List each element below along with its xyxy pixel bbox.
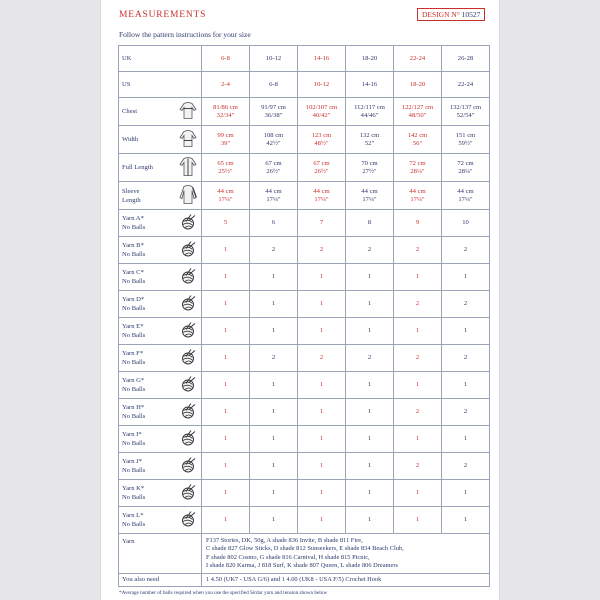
row-label: Yarn G* No Balls [122,377,146,393]
also-need-label: You also need [119,574,202,587]
row-label-cell [119,154,202,182]
value-cell: 1 [346,291,394,318]
value-cell: 132/137 cm 52/54" [442,98,490,126]
row-label: Yarn D* No Balls [122,296,146,312]
value-cell: 1 [202,372,250,399]
value-cell: 1 [394,480,442,507]
row-label: Yarn A* No Balls [122,215,146,231]
yarn-ball-icon [180,267,198,288]
table-row [119,182,490,210]
table-row [119,46,490,72]
value-cell: 44 cm 17¼" [442,182,490,210]
row-label: Yarn B* No Balls [122,242,146,258]
yarn-ball-icon [180,240,198,261]
value-cell: 2 [394,291,442,318]
value-cell: 44 cm 17¼" [346,182,394,210]
table-row [119,345,490,372]
value-cell: 2-4 [202,72,250,98]
row-label: Yarn K* No Balls [122,485,146,501]
value-cell: 9 [394,210,442,237]
table-row [119,426,490,453]
yarn-ball-icon [180,294,198,315]
value-cell: 22-24 [442,72,490,98]
yarn-ball-icon [180,213,198,234]
table-row [119,154,490,182]
value-cell: 1 [202,480,250,507]
value-cell: 1 [394,426,442,453]
value-cell: 1 [442,480,490,507]
table-row [119,98,490,126]
value-cell: 1 [346,399,394,426]
value-cell: 67 cm 26½" [298,154,346,182]
value-cell: 1 [298,372,346,399]
value-cell: 123 cm 48½" [298,126,346,154]
row-label-cell [119,291,202,318]
value-cell: 67 cm 26½" [250,154,298,182]
row-label-cell [119,98,202,126]
value-cell: 2 [346,345,394,372]
value-cell: 8 [346,210,394,237]
value-cell: 99 cm 39" [202,126,250,154]
value-cell: 1 [346,453,394,480]
yarn-ball-icon [180,483,198,504]
value-cell: 1 [202,318,250,345]
table-row [119,126,490,154]
value-cell: 10 [442,210,490,237]
also-need-text: 1 4.50 (UK7 - USA G/6) and 1 4.00 (UK8 - USA F/5) Crochet Hook [202,574,490,587]
value-cell: 1 [250,318,298,345]
row-label-cell [119,345,202,372]
value-cell: 22-24 [394,46,442,72]
value-cell: 1 [442,507,490,534]
value-cell: 1 [298,426,346,453]
measurements-table [118,45,490,587]
value-cell: 122/127 cm 48/50" [394,98,442,126]
table-row [119,372,490,399]
value-cell: 26-28 [442,46,490,72]
value-cell: 6 [250,210,298,237]
value-cell: 44 cm 17¼" [394,182,442,210]
value-cell: 18-20 [394,72,442,98]
value-cell: 1 [202,345,250,372]
value-cell: 1 [202,264,250,291]
also-need-row [119,574,490,587]
row-label: Yarn J* No Balls [122,458,146,474]
value-cell: 2 [250,237,298,264]
table-row [119,237,490,264]
value-cell: 1 [346,426,394,453]
row-label: UK [122,55,132,62]
value-cell: 1 [250,264,298,291]
value-cell: 1 [442,264,490,291]
value-cell: 2 [298,237,346,264]
value-cell: 1 [250,507,298,534]
value-cell: 2 [442,345,490,372]
row-label-cell [119,210,202,237]
width-diagram-icon [178,128,198,151]
value-cell: 18-20 [346,46,394,72]
sleeve-diagram-icon [178,183,198,208]
value-cell: 70 cm 27½" [346,154,394,182]
row-label-cell [119,426,202,453]
value-cell: 2 [394,345,442,372]
value-cell: 5 [202,210,250,237]
value-cell: 1 [202,507,250,534]
value-cell: 1 [298,291,346,318]
table-row [119,72,490,98]
value-cell: 1 [346,507,394,534]
table-row [119,291,490,318]
row-label-cell [119,399,202,426]
value-cell: 1 [298,399,346,426]
row-label-cell [119,126,202,154]
yarn-ball-icon [180,321,198,342]
value-cell: 1 [250,372,298,399]
row-label-cell [119,318,202,345]
value-cell: 44 cm 17¼" [202,182,250,210]
value-cell: 102/107 cm 40/42" [298,98,346,126]
row-label: Full Length [122,164,153,171]
value-cell: 6-8 [202,46,250,72]
row-label-cell [119,453,202,480]
value-cell: 1 [394,507,442,534]
value-cell: 112/117 cm 44/46" [346,98,394,126]
row-label: Width [122,136,139,143]
value-cell: 1 [394,372,442,399]
value-cell: 6-8 [250,72,298,98]
value-cell: 14-16 [298,46,346,72]
value-cell: 1 [202,237,250,264]
value-cell: 2 [442,237,490,264]
footnote: *Average number of balls required when you use the specified Sirdar yarn and tension shown below [119,590,328,596]
yarn-ball-icon [180,402,198,423]
yarn-ball-icon [180,348,198,369]
row-label-cell [119,480,202,507]
row-label-cell [119,372,202,399]
value-cell: 2 [298,345,346,372]
row-label: US [122,81,131,88]
value-cell: 1 [298,480,346,507]
yarn-ball-icon [180,456,198,477]
value-cell: 151 cm 59½" [442,126,490,154]
yarn-ball-icon [180,375,198,396]
value-cell: 108 cm 42½" [250,126,298,154]
row-label-cell [119,46,202,72]
yarn-description: F137 Stories, DK, 50g, A shade 836 Invite, B shade 811 Fire, C shade 827 Glow Sticks, D shade 812 Sunseekers, E shade 834 Beach Club, F shade 802 Cosmo, G shade 816 Carnival, H shade 815 Picnic, I shade 820 Karma, J 818 Surf, K shade 807 Queen, L shade 806 Dreamers [202,534,490,574]
value-cell: 2 [442,291,490,318]
value-cell: 72 cm 28¼" [442,154,490,182]
row-label: Yarn I* No Balls [122,431,146,447]
row-label-cell [119,237,202,264]
value-cell: 10-12 [250,46,298,72]
pattern-sheet [101,0,499,600]
length-diagram-icon [178,155,198,180]
value-cell: 1 [346,372,394,399]
row-label-cell [119,507,202,534]
table-row [119,210,490,237]
value-cell: 1 [442,318,490,345]
value-cell: 1 [346,318,394,345]
value-cell: 1 [442,372,490,399]
value-cell: 1 [250,399,298,426]
table-row [119,453,490,480]
value-cell: 1 [202,426,250,453]
value-cell: 1 [250,480,298,507]
value-cell: 1 [346,264,394,291]
row-label-cell [119,264,202,291]
row-label-cell [119,72,202,98]
row-label: Yarn H* No Balls [122,404,146,420]
value-cell: 1 [298,264,346,291]
value-cell: 1 [202,291,250,318]
row-label-cell [119,182,202,210]
value-cell: 1 [298,318,346,345]
value-cell: 2 [442,399,490,426]
table-row [119,399,490,426]
row-label: Yarn F* No Balls [122,350,146,366]
value-cell: 10-12 [298,72,346,98]
value-cell: 2 [250,345,298,372]
value-cell: 91/97 cm 36/38" [250,98,298,126]
yarn-ball-icon [180,510,198,531]
row-label: Sleeve Length [122,187,141,204]
value-cell: 2 [394,399,442,426]
value-cell: 1 [346,480,394,507]
table-row [119,507,490,534]
value-cell: 44 cm 17¼" [298,182,346,210]
value-cell: 7 [298,210,346,237]
intro-text: Follow the pattern instructions for your size [119,30,251,39]
value-cell: 14-16 [346,72,394,98]
value-cell: 72 cm 28¼" [394,154,442,182]
value-cell: 81/86 cm 32/34" [202,98,250,126]
value-cell: 1 [202,453,250,480]
value-cell: 1 [250,426,298,453]
value-cell: 1 [250,291,298,318]
value-cell: 65 cm 25½" [202,154,250,182]
yarn-info-row [119,534,490,574]
design-number: 10527 [461,10,481,19]
row-label: Yarn C* No Balls [122,269,146,285]
value-cell: 44 cm 17¼" [250,182,298,210]
chest-diagram-icon [178,100,198,123]
row-label: Yarn L* No Balls [122,512,146,528]
table-row [119,480,490,507]
page-title: MEASUREMENTS [119,10,207,20]
value-cell: 1 [394,264,442,291]
table-row [119,318,490,345]
value-cell: 1 [442,426,490,453]
yarn-label: Yarn [119,534,202,574]
value-cell: 1 [250,453,298,480]
value-cell: 2 [394,453,442,480]
value-cell: 142 cm 56" [394,126,442,154]
table-row [119,264,490,291]
row-label: Chest [122,108,138,115]
design-number-box [417,8,485,21]
value-cell: 2 [442,453,490,480]
value-cell: 132 cm 52" [346,126,394,154]
value-cell: 1 [202,399,250,426]
design-prefix: DESIGN N° [422,10,460,19]
value-cell: 2 [394,237,442,264]
value-cell: 2 [346,237,394,264]
yarn-ball-icon [180,429,198,450]
value-cell: 1 [394,318,442,345]
value-cell: 1 [298,507,346,534]
value-cell: 1 [298,453,346,480]
row-label: Yarn E* No Balls [122,323,146,339]
